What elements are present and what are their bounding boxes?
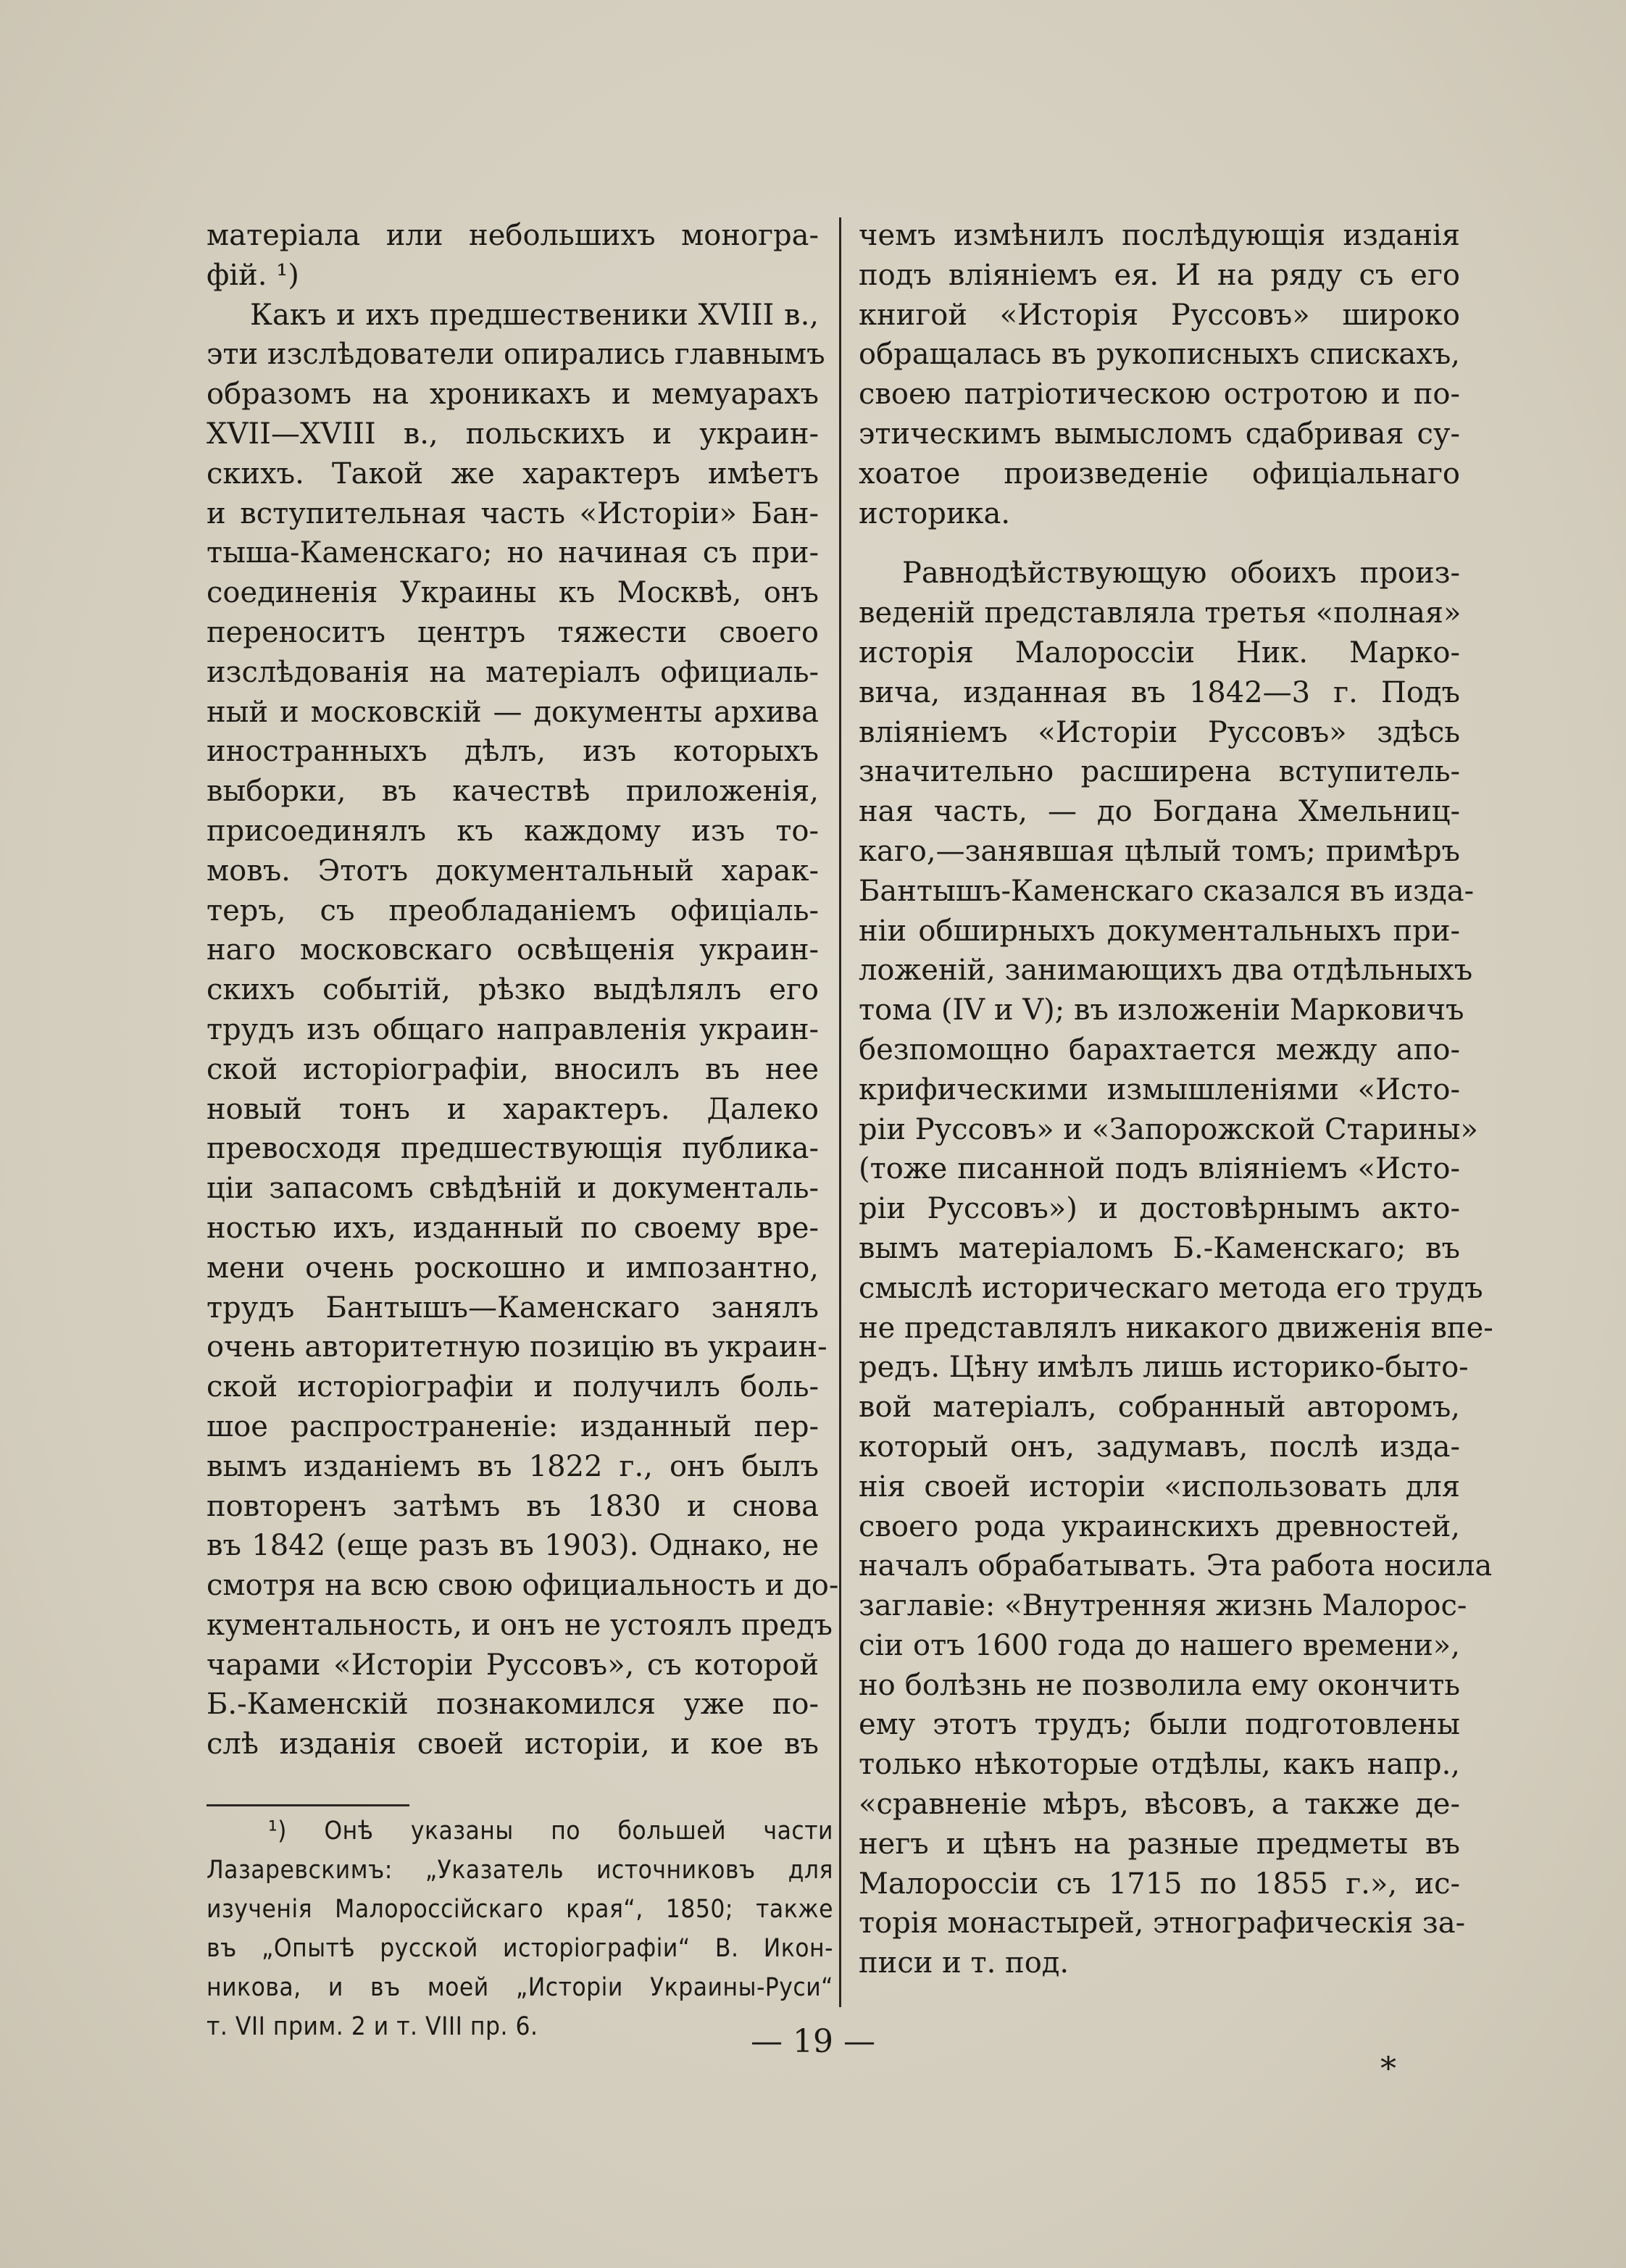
text-line: ской исторіографіи, вносилъ въ нее [207, 1052, 819, 1086]
text-line: кументальность, и онъ не устоялъ предъ [207, 1608, 833, 1642]
text-line: образомъ на хроникахъ и мемуарахъ [207, 378, 819, 412]
text-line: Б.-Каменскій познакомился уже по- [207, 1688, 819, 1722]
text-line: мовъ. Этотъ документальный харак- [207, 854, 819, 888]
text-line: превосходя предшествующія публика- [207, 1132, 819, 1166]
text-line: мени очень роскошно и импозантно, [207, 1251, 819, 1285]
text-line: своею патріотическою остротою и по- [859, 378, 1460, 412]
text-line: трудъ изъ общаго направленія украин- [207, 1012, 819, 1046]
text-line: ный и московскій — документы архива [207, 695, 819, 729]
text-line: вліяніемъ «Исторіи Руссовъ» здѣсь [859, 715, 1460, 749]
footnote-rule [207, 1804, 409, 1806]
text-line: смотря на всю свою официальность и до- [207, 1569, 839, 1603]
text-line: повторенъ затѣмъ въ 1830 и снова [207, 1489, 819, 1523]
text-line: смыслѣ историческаго метода его трудъ [859, 1271, 1483, 1305]
text-line: заглавіе: «Внутренняя жизнь Малорос- [859, 1589, 1467, 1623]
text-line: каго,—занявшая цѣлый томъ; примѣръ [859, 834, 1460, 868]
text-line: который онъ, задумавъ, послѣ изда- [859, 1430, 1460, 1464]
footnote-line: Лазаревскимъ: „Указатель источниковъ для [207, 1856, 833, 1885]
column-divider [839, 217, 841, 2007]
text-line: ему этотъ трудъ; были подготовлены [859, 1708, 1460, 1742]
text-line: теръ, съ преобладаніемъ офиціаль- [207, 893, 819, 927]
text-line: ніи обширныхъ документальныхъ при- [859, 914, 1460, 948]
text-line: и вступительная часть «Исторіи» Бан- [207, 496, 819, 530]
text-line: сіи отъ 1600 года до нашего времени», [859, 1628, 1460, 1662]
text-line: присоединялъ къ каждому изъ то- [207, 814, 819, 848]
text-line: историка. [859, 496, 1011, 530]
text-line: переноситъ центръ тяжести своего [207, 615, 819, 649]
text-line: значительно расширена вступитель- [859, 755, 1460, 789]
footnote-line: изученія Малороссійскаго края“, 1850; также [207, 1895, 833, 1924]
text-line: эти изслѣдователи опирались главнымъ [207, 338, 825, 372]
text-line: тыша-Каменскаго; но начиная съ при- [207, 536, 819, 570]
text-line: шое распространеніе: изданный пер- [207, 1409, 819, 1443]
text-line: только нѣкоторые отдѣлы, какъ напр., [859, 1748, 1460, 1782]
text-line: хоатое произведеніе офиціальнаго [859, 456, 1460, 491]
text-line: писи и т. под. [859, 1946, 1070, 1980]
text-line: веденій представляла третья «полная» [859, 596, 1462, 630]
text-line: скихъ. Такой же характеръ имѣетъ [207, 456, 819, 491]
text-line: изслѣдованія на матеріалъ официаль- [207, 655, 819, 689]
footnote-line: никова, и въ моей „Исторіи Украины-Руси“ [207, 1973, 833, 2002]
text-line: Малороссіи съ 1715 по 1855 г.», ис- [859, 1867, 1460, 1901]
text-line: выборки, въ качествѣ приложенія, [207, 775, 819, 809]
text-line: слѣ изданія своей исторіи, и кое въ [207, 1727, 819, 1762]
text-line: чарами «Исторіи Руссовъ», съ которой [207, 1648, 819, 1682]
text-line: соединенія Украины къ Москвѣ, онъ [207, 576, 819, 610]
footnotes [207, 1812, 833, 2046]
text-line: въ 1842 (еще разъ въ 1903). Однако, не [207, 1529, 819, 1563]
text-line: вымъ матеріаломъ Б.-Каменскаго; въ [859, 1231, 1460, 1265]
text-line: редъ. Цѣну имѣлъ лишь историко-быто- [859, 1351, 1469, 1385]
text-line: началъ обрабатывать. Эта работа носила [859, 1549, 1493, 1583]
right-text-column [859, 216, 1493, 1983]
text-line: тома (IV и V); въ изложеніи Марковичъ [859, 993, 1464, 1027]
text-line: XVII—XVIII в., польскихъ и украин- [207, 417, 819, 451]
text-line: ціи запасомъ свѣдѣній и документаль- [207, 1172, 819, 1206]
text-line: не представлялъ никакого движенія впе- [859, 1311, 1493, 1345]
text-line: этическимъ вымысломъ сдабривая су- [859, 417, 1460, 451]
text-line: скихъ событій, рѣзко выдѣлялъ его [207, 973, 819, 1007]
text-line: ная часть, — до Богдана Хмельниц- [859, 795, 1460, 829]
text-line: трудъ Бантышъ—Каменскаго занялъ [207, 1291, 819, 1325]
text-line: ріи Руссовъ») и достовѣрнымъ акто- [859, 1192, 1460, 1226]
text-line: Равнодѣйствующую обоихъ произ- [902, 556, 1460, 591]
text-line: наго московскаго освѣщенія украин- [207, 933, 819, 967]
text-line: очень авторитетную позицію въ украин- [207, 1330, 827, 1364]
text-line: ской исторіографіи и получилъ боль- [207, 1370, 819, 1404]
text-line: вымъ изданіемъ въ 1822 г., онъ былъ [207, 1449, 819, 1483]
paragraph-gap [859, 533, 1460, 554]
text-line: иностранныхъ дѣлъ, изъ которыхъ [207, 735, 819, 769]
text-line: безпомощно барахтается между апо- [859, 1033, 1460, 1067]
footnote-line: въ „Опытѣ русской исторіографіи“ В. Икон- [207, 1934, 833, 1963]
text-line: вой матеріалъ, собранный авторомъ, [859, 1391, 1460, 1425]
text-line: ложеній, занимающихъ два отдѣльныхъ [859, 954, 1473, 988]
signature-mark: * [1380, 2051, 1396, 2088]
text-line: своего рода украинскихъ древностей, [859, 1509, 1460, 1543]
text-line: вича, изданная въ 1842—3 г. Подъ [859, 675, 1460, 709]
text-line: но болѣзнь не позволила ему окончить [859, 1668, 1460, 1702]
text-line: чемъ измѣнилъ послѣдующія изданія [859, 219, 1460, 252]
text-line: крифическими измышленіями «Исто- [859, 1072, 1460, 1106]
text-line: фій. ¹) [207, 258, 299, 292]
text-line: ностью ихъ, изданный по своему вре- [207, 1211, 819, 1245]
text-line: новый тонъ и характеръ. Далеко [207, 1092, 819, 1126]
text-line: Какъ и ихъ предшественики XVIII в., [250, 298, 819, 332]
footnote-line: т. VII прим. 2 и т. VIII пр. 6. [207, 2012, 538, 2041]
text-line: Бантышъ-Каменскаго сказался въ изда- [859, 874, 1475, 908]
text-line: нія своей исторіи «использовать для [859, 1469, 1460, 1504]
text-line: обращалась въ рукописныхъ спискахъ, [859, 338, 1460, 372]
footnote-line: ¹) Онѣ указаны по большей части [268, 1817, 833, 1846]
text-line: исторія Малороссіи Ник. Марко- [859, 635, 1460, 670]
left-text-column [207, 216, 839, 1764]
text-line: книгой «Исторія Руссовъ» широко [859, 298, 1460, 332]
text-line: подъ вліяніемъ ея. И на ряду съ его [859, 258, 1460, 292]
text-line: негъ и цѣнъ на разные предметы въ [859, 1827, 1460, 1861]
text-line: «сравненіе мѣръ, вѣсовъ, а также де- [859, 1788, 1460, 1822]
page-number: — 19 — [751, 2023, 875, 2060]
text-line: ріи Руссовъ» и «Запорожской Старины» [859, 1112, 1478, 1146]
text-line: (тоже писанной подъ вліяніемъ «Исто- [859, 1152, 1460, 1186]
text-line: матеріала или небольшихъ моногра- [207, 219, 819, 252]
text-line: торія монастырей, этнографическія за- [859, 1906, 1466, 1940]
